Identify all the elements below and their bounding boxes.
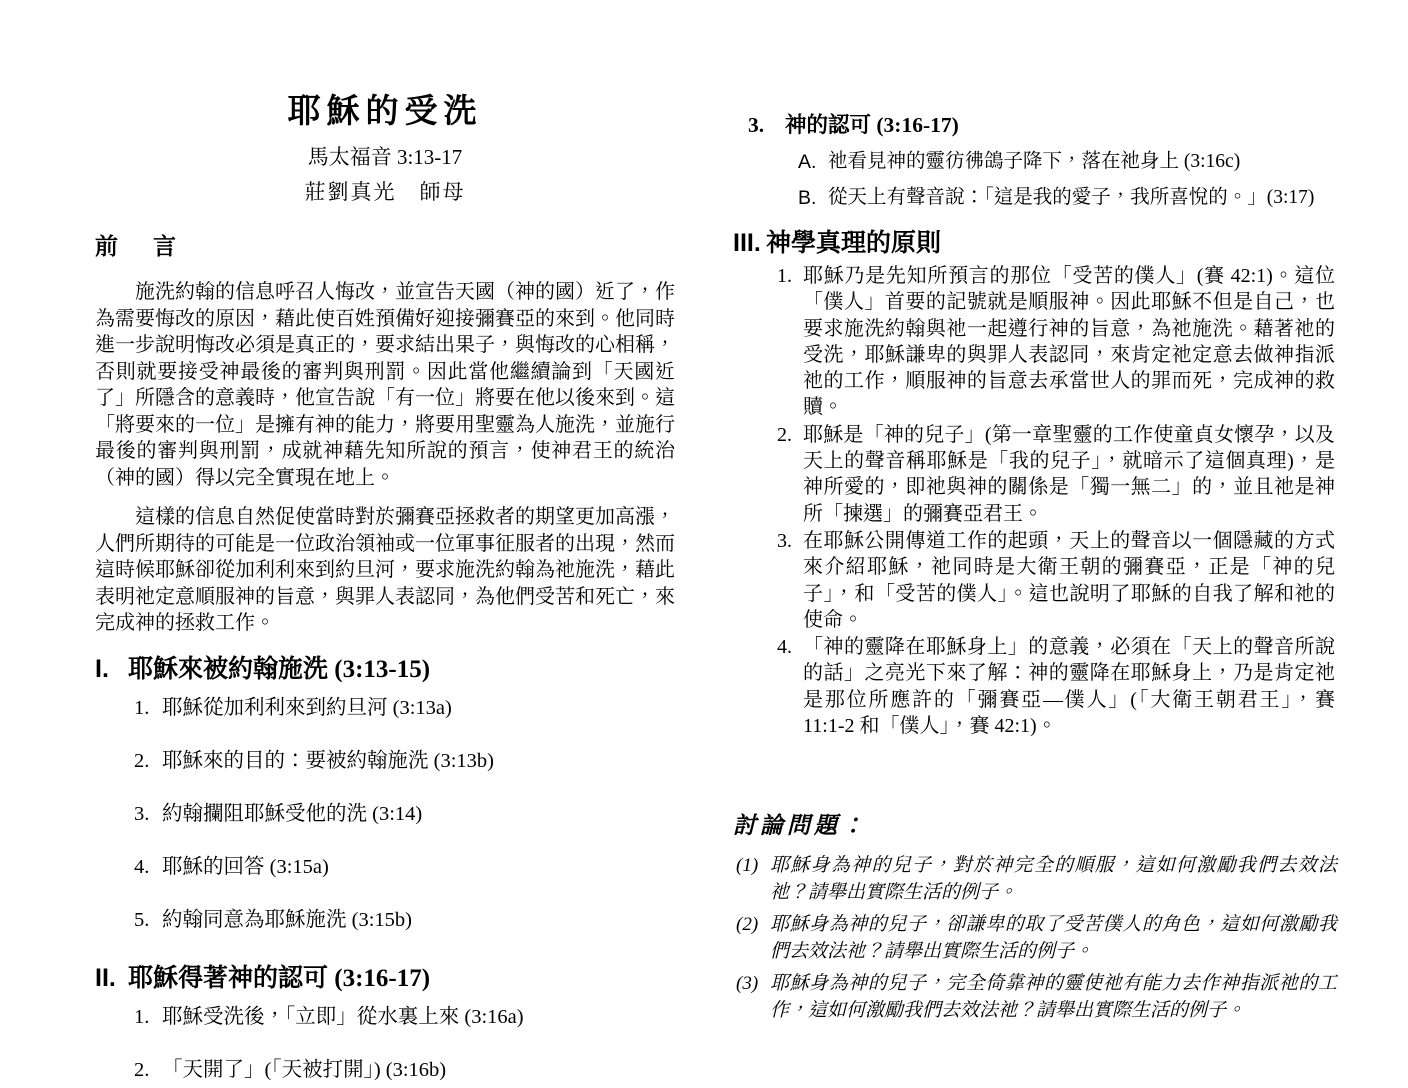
question-text: 耶穌身為神的兒子，卻謙卑的取了受苦僕人的角色，這如何激勵我們去效法祂？請舉出實際生活的例子。	[770, 914, 1337, 962]
item-number: 3.	[134, 802, 150, 825]
item-number: 1.	[134, 1005, 150, 1028]
document-title: 耶穌的受洗	[287, 94, 483, 130]
sub-item-b	[733, 185, 1335, 211]
discussion-heading: 討論問題：	[733, 813, 868, 838]
section-2-numeral: II.	[95, 963, 116, 992]
item-number: 5.	[134, 908, 150, 931]
scripture-reference: 馬太福音 3:13-17	[307, 145, 463, 169]
item-number: 2.	[134, 1058, 150, 1081]
section-3-numeral: III.	[733, 229, 761, 257]
preface-paragraph-1: 施洗約翰的信息呼召人悔改，並宣告天國（神的國）近了，作為需要悔改的原因，藉此使百姓預備好迎接彌賽亞的來到。他同時進一步說明悔改必須是真正的，要求結出果子，與悔改的心相稱，否則就要接受神最後的審判與刑罰。因此當他繼續論到「天國近了」所隱含的意義時，他宣告說「有一位」將要在他以後來到。這「將要來的一位」是擁有神的能力，將要用聖靈為人施洗，並施行最後的審判與刑罰，成就神藉先知所說的預言，使神君王的統治（神的國）得以完全實現在地上。	[95, 281, 675, 489]
item-text: 約翰同意為耶穌施洗 (3:15b)	[162, 908, 412, 931]
discussion-section	[733, 811, 1337, 1024]
question-number: (2)	[736, 914, 759, 935]
item-text: 耶穌乃是先知所預言的那位「受苦的僕人」(賽 42:1)。這位「僕人」首要的記號就是順服神。因此耶穌不但是自己，也要求施洗約翰與祂一起遵行神的旨意，為祂施洗。藉著祂的受洗，耶穌謙卑的與罪人表認同，來肯定祂定意去做神指派祂的工作，順服神的旨意去承當世人的罪而死，完成神的救贖。	[803, 265, 1335, 419]
section-1-numeral: I.	[95, 654, 109, 683]
discussion-question-1	[733, 853, 1337, 906]
outline-item-1-4	[95, 853, 675, 881]
theology-item-3	[733, 528, 1335, 633]
section-1-heading	[95, 654, 675, 685]
outline-item-1-1	[95, 694, 675, 722]
section-3-block	[733, 228, 1335, 739]
outline-item-2-2	[95, 1056, 675, 1084]
item-text: 耶穌的回答 (3:15a)	[162, 855, 329, 878]
section-2-heading	[95, 963, 675, 994]
item-number: 3.	[777, 529, 792, 552]
sub-item-text: 從天上有聲音說：「這是我的愛子，我所喜悅的。」(3:17)	[828, 187, 1315, 208]
item-number: 2.	[134, 749, 150, 772]
item-text: 「神的靈降在耶穌身上」的意義，必須在「天上的聲音所說的話」之亮光下來了解：神的靈降在耶穌身上，乃是肯定祂是那位所應許的「彌賽亞—僕人」(「大衛王朝君王」，賽 11:1-2 和「僕人」，賽 42:1)。	[803, 636, 1335, 738]
question-number: (3)	[736, 973, 759, 994]
preface-paragraph-2: 這樣的信息自然促使當時對於彌賽亞拯救者的期望更加高漲，人們所期待的可能是一位政治領袖或一位軍事征服者的出現，然而這時候耶穌卻從加利利來到約旦河，要求施洗約翰為祂施洗，藉此表明祂定意順服神的旨意，與罪人表認同，為他們受苦和死亡，來完成神的拯救工作。	[95, 506, 675, 634]
discussion-question-2	[733, 912, 1337, 965]
item-number: 4.	[777, 636, 792, 659]
theology-item-4	[733, 634, 1335, 739]
sub-item-a	[733, 149, 1335, 175]
question-text: 耶穌身為神的兒子，對於神完全的順服，這如何激勵我們去效法祂？請舉出實際生活的例子。	[770, 855, 1337, 903]
theology-item-1	[733, 263, 1335, 421]
sub-item-letter: A.	[798, 151, 817, 173]
section-3-title: 神學真理的原則	[766, 230, 942, 257]
item-text: 耶穌是「神的兒子」(第一章聖靈的工作使童貞女懷孕，以及天上的聲音稱耶穌是「我的兒子」，就暗示了這個真理)，是神所愛的，即祂與神的關係是「獨一無二」的，並且祂是神所「揀選」的彌賽亞君王。	[803, 423, 1335, 525]
outline-item-1-3	[95, 800, 675, 828]
question-text: 耶穌身為神的兒子，完全倚靠神的靈使祂有能力去作神指派祂的工作，這如何激勵我們去效法祂？請舉出實際生活的例子。	[770, 973, 1337, 1021]
discussion-question-3	[733, 971, 1337, 1024]
item-number: 4.	[134, 855, 150, 878]
item-text: 神的認可 (3:16-17)	[785, 113, 959, 137]
sub-item-letter: B.	[798, 187, 817, 209]
item-text: 「天開了」(「天被打開」) (3:16b)	[162, 1058, 447, 1081]
item-text: 在耶穌公開傳道工作的起頭，天上的聲音以一個隱藏的方式來介紹耶穌，祂同時是大衛王朝的彌賽亞，正是「神的兒子」，和「受苦的僕人」。這也說明了耶穌的自我了解和祂的使命。	[803, 529, 1335, 631]
outline-item-2-1	[95, 1003, 675, 1031]
sub-item-text: 祂看見神的靈彷彿鴿子降下，落在祂身上 (3:16c)	[828, 151, 1241, 172]
left-column	[95, 92, 675, 1084]
item-number: 1.	[777, 265, 792, 287]
section-1-title: 耶穌來被約翰施洗 (3:13-15)	[128, 655, 431, 683]
item-number: 3.	[748, 113, 765, 137]
question-number: (1)	[736, 855, 759, 876]
section-2-title: 耶穌得著神的認可 (3:16-17)	[128, 964, 431, 992]
author-line: 莊劉真光 師母	[304, 180, 466, 204]
item-text: 約翰攔阻耶穌受他的洗 (3:14)	[162, 802, 423, 825]
item-text: 耶穌從加利利來到約旦河 (3:13a)	[162, 696, 452, 719]
theology-item-2	[733, 422, 1335, 527]
section-3-heading	[733, 228, 1335, 259]
outline-item-1-5	[95, 906, 675, 934]
outline-item-2-3-heading	[733, 112, 1335, 139]
item-number: 2.	[777, 423, 792, 446]
outline-item-1-2	[95, 747, 675, 775]
preface-heading: 前 言	[95, 234, 182, 259]
item-text: 耶穌來的目的：要被約翰施洗 (3:13b)	[162, 749, 494, 772]
item-number: 1.	[134, 696, 150, 719]
item-text: 耶穌受洗後，「立即」從水裏上來 (3:16a)	[162, 1005, 524, 1028]
right-column	[733, 112, 1337, 1021]
